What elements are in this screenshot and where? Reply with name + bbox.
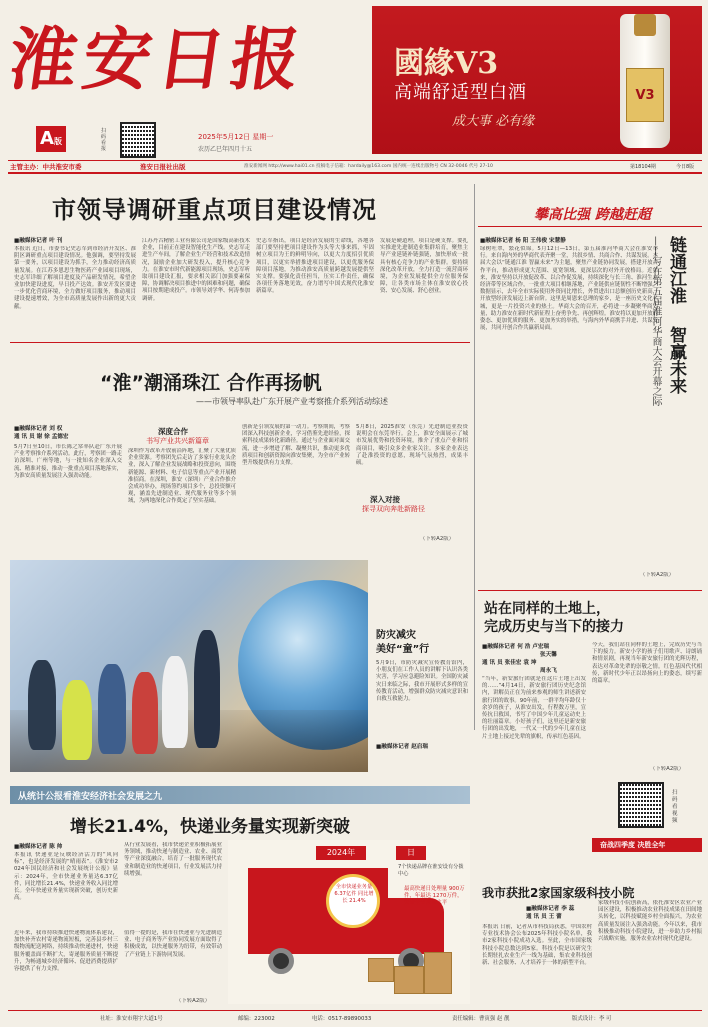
pearl-body-3: 5月8日，2025淮安（东莞）先进制造业投资说明会在东莞举行。会上，淮安全面展示了城市发展优势和投资环境，推介了重点产业和招商项目，吸引众多企业家关注。多家企业表达了赴淮投资的意愿，现场气氛热烈，成果丰硕。 bbox=[356, 424, 468, 467]
parcel-icon bbox=[424, 952, 452, 994]
footer-phone: 电话：0517-89890033 bbox=[312, 1016, 372, 1022]
tech-body-left: 本报讯 日前，记者从市科技局获悉，中国农村专业技术协会公布2025年科技小院名单，我市2家科技小院成功入选。至此，全市国家级科技小院总数达到5家。科技小院是以研究生长期驻扎农业生产一线为基础，集农业科技创新、社会服务、人才培养于一体的新型平台。 bbox=[482, 924, 592, 967]
edition-suffix: 版 bbox=[53, 137, 62, 146]
liquor-ad[interactable] bbox=[372, 6, 702, 154]
land-body-right: 今天，我们站在同样的土地上，完成历史与当下的接力。新安小学的孩子们用歌声、诗朗诵和情景剧，再现当年新安旅行团的光辉历程，表达对革命先辈的崇敬之情。红色基因代代相传，新时代少年正以昂扬向上的姿态，续写新的篇章。 bbox=[592, 642, 702, 685]
footer-designer: 版式设计：李 可 bbox=[572, 1016, 612, 1022]
lead-col-2: 江苏丹古精密工业有限公司是国家级高新技术企业，目前正在建设智能化生产线。史志军走进生产车间，了解企业生产经营和技术改造情况，鼓励企业加大研发投入，提升核心竞争力。在淮安市时代新能源项目现场，史志军听取项目建设汇报，要求相关部门加强要素保障，协调解决项目推进中的困难和问题，确保项目按期建成投产。市领导刘学华、何涛参加调研。 bbox=[142, 238, 250, 302]
land-continued: （下转A2版） bbox=[650, 766, 685, 772]
feature-continued: （下转A2版） bbox=[640, 572, 675, 578]
stats-byline: ■融媒体记者 陈 帅 bbox=[14, 844, 63, 850]
tech-byline-1: ■融媒体记者 李 蕊 bbox=[526, 906, 575, 912]
express-infographic bbox=[228, 840, 470, 1004]
lead-headline[interactable]: 市领导调研重点项目建设情况 bbox=[52, 196, 377, 224]
infographic-right-2: 最高快递日处理量 900万件，年最达 1270万件，突破全省最高水平 bbox=[404, 886, 465, 906]
masthead-sponsor: 主管主办：中共淮安市委 bbox=[10, 163, 82, 171]
masthead-title: 淮安日报 bbox=[3, 20, 311, 100]
photo-caption-title2: 美好“童”行 bbox=[376, 644, 430, 655]
infographic-year: 2024年 bbox=[316, 846, 366, 860]
feature-headline-b[interactable]: 智赢未来 bbox=[666, 326, 686, 394]
tech-body-right: 家级科技小院创新高，依托淮安区农业产业园区建设，积极推动农业科技成果在田间地头转化，以科技赋能乡村全面振兴，为农业高质量发展注入强劲动能。今年以来，我市积极推动科技小院建设，进一步助力乡村振兴战略实施，服务农业农村现代化建设。 bbox=[598, 900, 702, 943]
child-figure bbox=[132, 672, 158, 754]
pearl-byline-2: 通 讯 员 谢 徐 孟德宏 bbox=[14, 434, 69, 440]
pearl-sub2: 深入对接 bbox=[370, 495, 400, 504]
pearl-headline[interactable]: “淮”潮涌珠江 合作再扬帆 bbox=[100, 372, 322, 394]
page-count: 今日8版 bbox=[676, 164, 695, 170]
edition-letter: A bbox=[40, 128, 54, 149]
tech-banner bbox=[592, 838, 702, 852]
child-figure bbox=[98, 664, 126, 754]
bottle-label: V3 bbox=[626, 68, 664, 122]
pearl-sub1b: 书写产业共兴新篇章 bbox=[146, 437, 209, 445]
stats-body-4: 值得一提的是，我市在快递业与先进制造业、电子商务等产业协同发展方面取得了积极成效，以快递服务为纽带，有效带动了产业链上下游协同发展。 bbox=[124, 930, 222, 958]
land-headline-2[interactable]: 完成历史与当下的接力 bbox=[484, 619, 624, 635]
ad-tagline: 成大事 必有缘 bbox=[452, 114, 535, 129]
land-byline-4: 周永飞 bbox=[540, 668, 557, 674]
ad-brand: 國緣V3 bbox=[394, 46, 499, 81]
child-figure bbox=[62, 680, 92, 760]
pearl-sub1: 深度合作 bbox=[158, 427, 188, 436]
column-divider bbox=[474, 184, 475, 730]
land-video-qr-icon[interactable] bbox=[618, 782, 664, 828]
bottle-cap bbox=[634, 14, 656, 36]
feature-body: 绿树吐翠，繁花似锦。5月12日—13日，第五届淮河华商大会在淮安举行。来自海内外的华商代表齐聚一堂，共叙乡情、共商合作、共谋发展。本届大会以“链通江淮 智赢未来”为主题，聚焦产业链协同发展，搭建开放合作平台，推动形成更大范围、更宽领域、更深层次的对外开放格局。近年来，淮安坚持以开放促改革、以合作促发展，持续深化与长三角、淮河生态经济带等区域合作，一批重大项目相继落地，产业链供应链韧性不断增强。数据显示，去年全市实际使用外资同比增长，外贸进出口总额创历史新高，开放型经济发展迈上新台阶。这里是周恩来总理的家乡，是一座历史文化名城，更是一片投资兴业的热土。华商大会的召开，必将进一步凝聚华商力量，助力淮安在新时代新征程上奋勇争先、再创辉煌。淮安将以更加开放的姿态、更加优质的服务、更加务实的举措，与海内外华商携手并进、共谋发展，共同开创合作共赢新局面。 bbox=[480, 246, 658, 332]
pearl-body-2: 创新是引领发展的第一动力。考察期间，考察团深入科技创新企业，学习借鉴先进经验，探索科技成果转化新路径。通过与企业面对面交流，进一步增进了解、凝聚共识，推动更多优质项目和创新资源向淮安集聚，为全市产业转型升级提供有力支撑。 bbox=[242, 424, 350, 467]
lead-col-3: 史志军指出，项目是经济发展的生命线，各地各部门要坚持把项目建设作为头等大事来抓，牢固树立项目为王的鲜明导向，以更大力度招引优质项目，以更实举措推进项目建设，以更优服务保障项目落地，为推动淮安高质量跨越发展提供坚实支撑。要强化责任担当，压实工作责任，确保各项任务落地见效，奋力谱写中国式现代化淮安新篇章。 bbox=[256, 238, 374, 295]
footer-zip: 邮编：223002 bbox=[238, 1016, 275, 1022]
section-rule-1 bbox=[10, 342, 470, 343]
photo-caption-byline: ■融媒体记者 赵启瑞 bbox=[376, 744, 428, 750]
feature-headline-a[interactable]: 链通江淮 bbox=[666, 236, 686, 304]
lead-col-1: 本报讯 近日，市委书记史志军到市经济开发区、淮阴区调研重点项目建设情况。他强调，要坚持发展第一要务，以项目建设为抓手，全力推动经济高质量发展。在江苏多恩思生物医药产业园项目现场，史志军详细了解项目进度及产品研发情况，希望企业加快建设进度，早日投产达效。淮安开发区要进一步优化营商环境，全力做好项目服务，推动项目建设提速增效，为全市高质量发展作出新的更大贡献。 bbox=[14, 246, 136, 310]
footer-address: 社址：淮安市翔宇大道1号 bbox=[100, 1016, 163, 1022]
pearl-intro: 5月7日至10日，市长陈之常率队赴广东开展产业考察推介系列活动。此行，考察团一路走访深圳、广州等地，与一批知名企业深入交流、精准对接，推动一批重点项目落地落实，为淮安高质量发展注入强劲动能。 bbox=[14, 444, 122, 479]
ad-slogan: 高端舒适型白酒 bbox=[394, 82, 527, 103]
masthead-rule bbox=[8, 160, 702, 161]
pearl-subtitle: ——市领导率队赴广东开展产业考察推介系列活动综述 bbox=[196, 397, 388, 406]
ad-bottle-icon bbox=[620, 14, 670, 148]
masthead-publisher: 淮安日报社出版 bbox=[140, 163, 186, 171]
stats-strip bbox=[10, 786, 470, 804]
issue-number: 第18104期 bbox=[630, 164, 656, 170]
stats-strip-text: 从统计公报看淮安经济社会发展之九 bbox=[18, 792, 163, 802]
child-figure bbox=[162, 656, 188, 748]
campaign-banner: 攀高比强 跨越赶超 bbox=[534, 207, 651, 223]
section-rule-2 bbox=[478, 590, 702, 591]
stats-headline[interactable]: 增长21.4%，快递业务量实现新突破 bbox=[70, 817, 350, 837]
stats-body-1: 本报讯 快递业是反映经济活力的“风向标”，也是经济发展的“晴雨表”。《淮安市2024年国民经济和社会发展统计公报》显示：2024年，全市快递业务量达6.37亿件，同比增长21.4%，快递业务收入同比增长。全年快递业务量实现新突破，创历史新高。 bbox=[14, 852, 118, 902]
child-figure bbox=[28, 660, 56, 750]
pearl-body-1: 深圳作为改革开放前沿阵地，汇聚了大量优质企业资源。考察团先后走访了多家行业龙头企业，深入了解企业发展战略和投资意向，围绕新能源、新材料、电子信息等重点产业开展精准招商。在深圳，淮安（深圳）产业合作推介会成功举办，现场签约项目多个，总投资额可观，涵盖先进制造业、现代服务业等多个领域，为两地深化合作奠定了坚实基础。 bbox=[128, 448, 236, 505]
edition-badge bbox=[36, 126, 66, 152]
land-byline-1: ■融媒体记者 何 浩 卢宏瑞 bbox=[482, 644, 550, 650]
photo-caption-title1: 防灾减灾 bbox=[376, 630, 416, 641]
stats-body-3: 从行业发展看，我市快递企业积极拓展业务领域，推动快递与制造业、农业、商贸等产业深度融合，培育了一批服务现代农业和制造业的快递项目，行业发展活力持续增强。 bbox=[124, 842, 222, 877]
feature-subtitle: ——写在第五届淮河华商大会开幕之际 bbox=[650, 236, 661, 406]
masthead-rule-2 bbox=[8, 172, 702, 174]
disaster-education-photo[interactable] bbox=[10, 560, 368, 772]
land-body-left: “当年，新安旅行团就是在这片土地上出发的……”4月14日，新安旅行团历史纪念馆内，讲解员正在为前来参观的师生讲述新安旅行团的故事。90年前，一群平均年龄仅十余岁的孩子，从淮安出发，行程数万里，宣传抗日救国，书写了中国少年儿童运动史上的壮丽篇章。小好孩子们，这里还是新安旅行团的出发地，一代又一代的少年儿童在这片土地上接过先辈的旗帜，传承红色基因。 bbox=[482, 676, 586, 740]
land-byline-3: 通 讯 员 张佳宏 袁 坤 bbox=[482, 660, 537, 666]
tech-headline[interactable]: 我市获批2家国家级科技小院 bbox=[482, 886, 635, 900]
feature-byline: ■融媒体记者 杨 阳 王伟俊 宋慧静 bbox=[480, 238, 566, 244]
masthead-meta: 淮安新闻网 http://www.hai01.cn 投稿电子信箱：hardaily@163.com 国内统一连续出版物号 CN 32-0046 代号 27-10 bbox=[244, 164, 493, 169]
date-line1: 2025年5月12日 星期一 bbox=[198, 133, 274, 141]
tech-banner-text: 奋战四季度 决胜全年 bbox=[600, 841, 666, 849]
land-headline-1[interactable]: 站在同样的土地上， bbox=[484, 601, 610, 617]
guide-figure bbox=[194, 630, 220, 748]
infographic-daily: 日 bbox=[396, 846, 426, 860]
pearl-byline-1: ■融媒体记者 刘 权 bbox=[14, 426, 63, 432]
parcel-icon bbox=[368, 958, 394, 982]
land-scan-label: 扫码看视频 bbox=[672, 790, 678, 824]
stats-body-2: 近年来，我市持续推进快递物流体系建设，加快补齐农村寄递物流短板，完善县乡村三级物流配送网络，持续推动快递进村，快递服务覆盖面不断扩大，寄递服务质量不断提升，为畅通城乡经济循环、促进消费提质扩容提供了有力支撑。 bbox=[14, 930, 118, 973]
lead-byline: ■融媒体记者 叶 刊 bbox=[14, 238, 63, 244]
lead-col-4: 发展是硬道理，项目是硬支撑。要扎实推进先进制造业集群培育，聚焦主导产业延链补链强链，加快形成一批具有核心竞争力的产业集群。要持续深化改革开放，全力打造一流营商环境，为企业发展提供全方位服务保障，让各类市场主体在淮安放心投资、安心发展、舒心创业。 bbox=[380, 238, 468, 295]
wheel-icon bbox=[268, 948, 294, 974]
pearl-continued: （下转A2版） bbox=[420, 536, 455, 542]
date-line2: 农历乙巳年四月十五 bbox=[198, 146, 253, 153]
stats-continued: （下转A2版） bbox=[176, 998, 211, 1004]
parcel-icon bbox=[394, 966, 424, 994]
tech-byline-2: 通 讯 员 王 蕾 bbox=[526, 914, 562, 920]
pearl-sub2b: 探寻双向奔赴新路径 bbox=[362, 505, 425, 513]
banner-rule bbox=[478, 226, 702, 227]
infographic-right-1: 7个快递品牌在淮安设有分拨中心 bbox=[398, 864, 464, 877]
footer-editor: 责任编辑：曹寅强 赵 靓 bbox=[452, 1016, 510, 1022]
scan-label: 扫码看报 bbox=[101, 128, 107, 152]
masthead-qr-icon[interactable] bbox=[120, 122, 156, 158]
photo-caption-body: 5月9日，市防灾减灾宣传教育馆内，小朋友们在工作人员的讲解下认识各类灾害，学习应急避险知识。全国防灾减灾日来临之际，我市开展形式多样的宣传教育活动，增强群众防灾减灾意识和自救互救能力。 bbox=[376, 660, 468, 703]
land-byline-2: 张天馨 bbox=[540, 652, 557, 658]
footer-rule bbox=[8, 1010, 702, 1011]
stats-ring-text: 全市快递业务量 6.37亿件 同比增长 21.4% bbox=[334, 884, 374, 904]
